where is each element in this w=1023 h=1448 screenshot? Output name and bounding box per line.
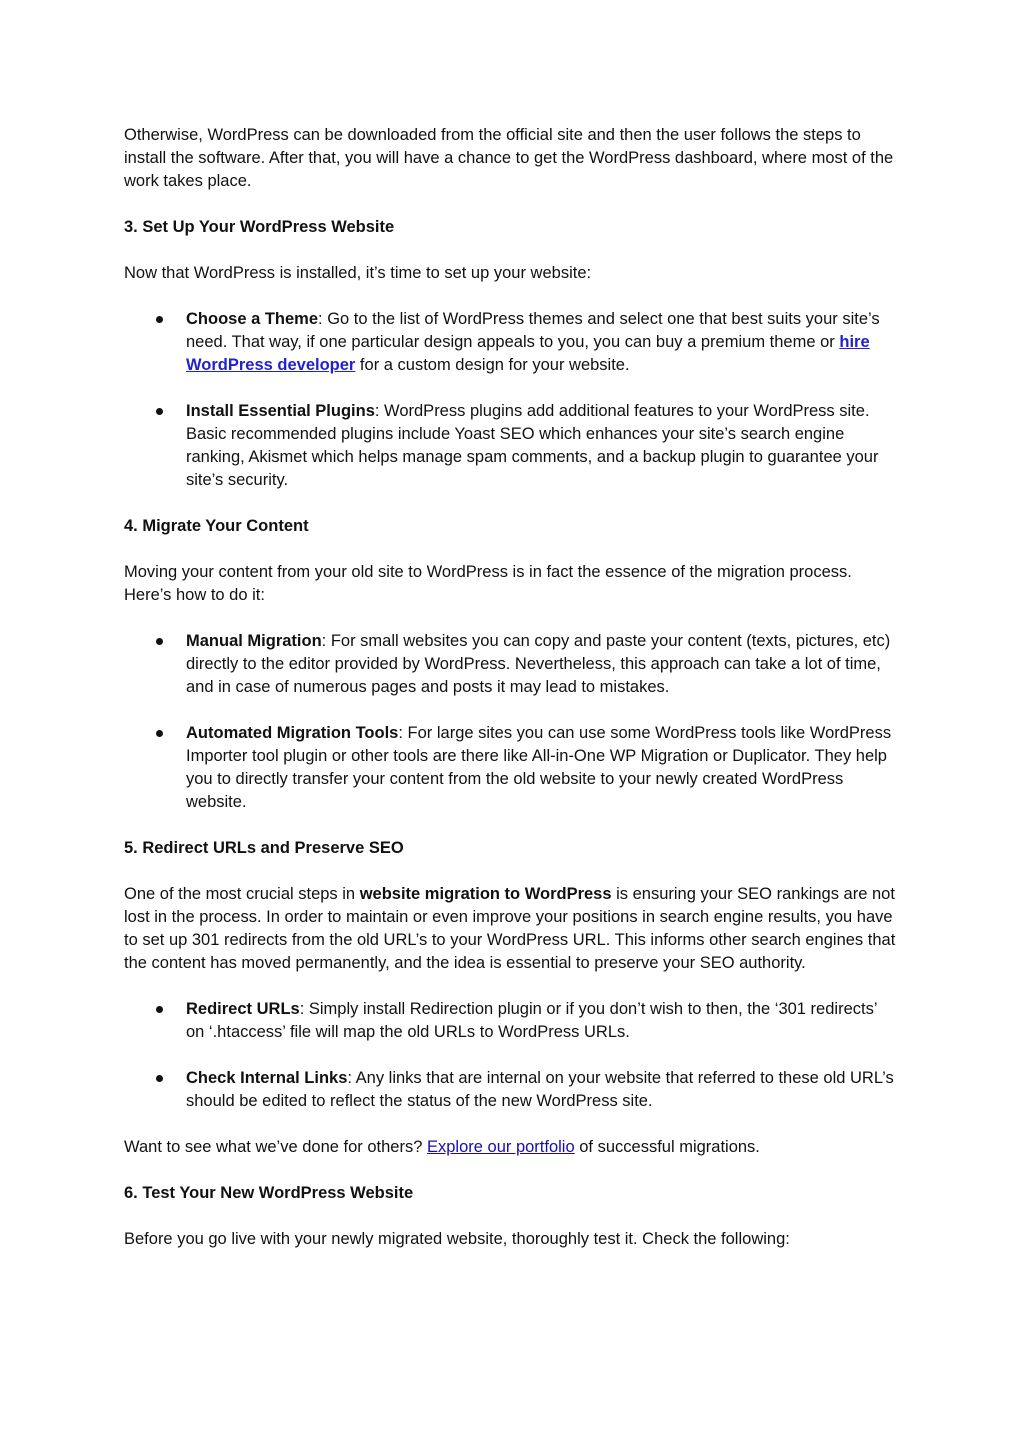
section-4-list [124,630,899,814]
intro-bold-text: website migration to WordPress [359,885,612,903]
list-item-redirect-urls [124,998,899,1044]
bullet-icon [156,730,163,737]
item-text: : WordPress plugins add additional features to your WordPress site. Basic recommended plugins include Yoast SEO which enhances your site’s search engine ranking, Akismet which helps manage spam comments, and a backup plugin to guarantee your site’s security. [186,402,879,489]
section-5-intro [124,883,899,975]
section-5-list [124,998,899,1113]
section-6-intro: Before you go live with your newly migrated website, thoroughly test it. Check the following: [124,1230,790,1248]
section-6-heading: 6. Test Your New WordPress Website [124,1184,414,1202]
item-label: Automated Migration Tools [186,724,399,742]
item-text: : Any links that are internal on your website that referred to these old URL’s should be edited to reflect the status of the new WordPress site. [186,1069,894,1110]
item-label: Choose a Theme [186,310,319,328]
bullet-icon [156,408,163,415]
item-label: Redirect URLs [186,1000,300,1018]
intro-text: is ensuring your SEO rankings are not lost in the process. In order to maintain or even improve your positions in search engine results, you have to set up 301 redirects from the old URL’s to your WordPress URL. This informs other search engines that the content has moved permanently, and the idea is essential to preserve your SEO authority. [124,885,896,972]
list-item-install-plugins [124,400,899,492]
hire-developer-link[interactable]: hire WordPress developer [186,333,870,374]
bullet-icon [156,316,163,323]
item-text: : Simply install Redirection plugin or if you don’t wish to then, the ‘301 redirects’ on ‘.htaccess’ file will map the old URLs to WordPress URLs. [186,1000,877,1041]
section-4-heading: 4. Migrate Your Content [124,517,309,535]
bullet-icon [156,1075,163,1082]
portfolio-text: Want to see what we’ve done for others? [124,1138,427,1156]
section-3-list [124,308,899,492]
bullet-icon [156,638,163,645]
list-item-manual-migration [124,630,899,699]
list-item-choose-theme [124,308,899,377]
item-text: : Go to the list of WordPress themes and select one that best suits your site’s need. That way, if one particular design appeals to you, you can buy a premium theme or [186,310,880,351]
item-text: : For small websites you can copy and paste your content (texts, pictures, etc) directly to the editor provided by WordPress. Nevertheless, this approach can take a lot of time, and in case of numerous pages and posts it may lead to mistakes. [186,632,891,696]
document-page [124,124,899,1274]
item-text: : For large sites you can use some WordPress tools like WordPress Importer tool plugin or other tools are there like All-in-One WP Migration or Duplicator. They help you to directly transfer your content from the old website to your newly created WordPress website. [186,724,892,811]
list-item-automated-tools [124,722,899,814]
bullet-icon [156,1006,163,1013]
intro-text: One of the most crucial steps in [124,885,360,903]
section-3-heading: 3. Set Up Your WordPress Website [124,218,395,236]
section-3-intro: Now that WordPress is installed, it’s time to set up your website: [124,264,592,282]
portfolio-text: of successful migrations. [574,1138,760,1156]
item-label: Install Essential Plugins [186,402,375,420]
portfolio-paragraph [124,1136,899,1159]
list-item-internal-links [124,1067,899,1113]
item-text: for a custom design for your website. [355,356,630,374]
item-label: Check Internal Links [186,1069,348,1087]
section-5-heading: 5. Redirect URLs and Preserve SEO [124,839,404,857]
item-label: Manual Migration [186,632,322,650]
portfolio-link[interactable]: Explore our portfolio [426,1138,575,1156]
section-4-intro: Moving your content from your old site to WordPress is in fact the essence of the migration process. Here’s how to do it: [124,563,852,604]
intro-paragraph: Otherwise, WordPress can be downloaded from the official site and then the user follows the steps to install the software. After that, you will have a chance to get the WordPress dashboard, where most of the work takes place. [124,126,894,190]
